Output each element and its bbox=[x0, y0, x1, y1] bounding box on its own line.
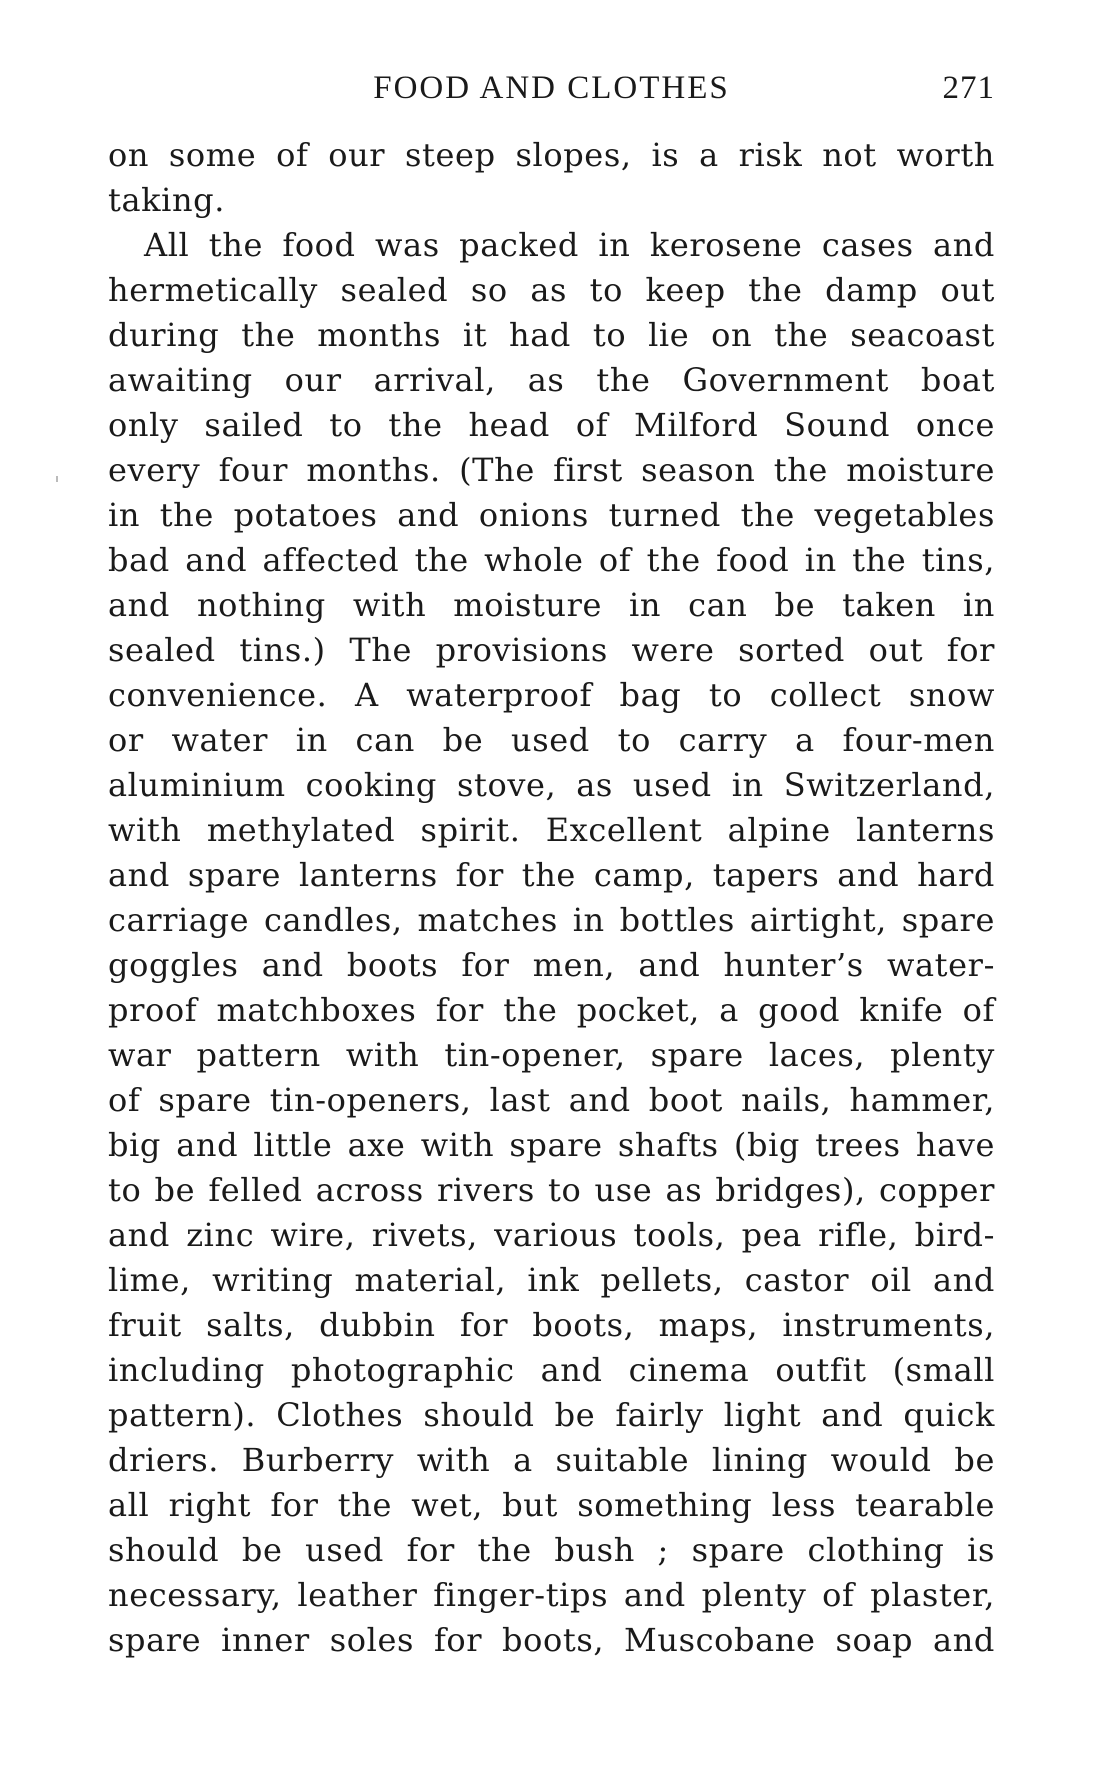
text-line: fruit salts, dubbin for boots, maps, instruments, bbox=[108, 1306, 995, 1344]
text-line: of spare tin-openers, last and boot nails, hammer, bbox=[108, 1081, 995, 1119]
text-line: goggles and boots for men, and hunter’s water- bbox=[108, 946, 995, 984]
text-line: awaiting our arrival, as the Government boat bbox=[108, 361, 995, 399]
text-line: pattern). Clothes should be fairly light and quick bbox=[108, 1396, 995, 1434]
text-line: spare inner soles for boots, Muscobane soap and bbox=[108, 1621, 995, 1659]
running-head-title: FOOD AND CLOTHES bbox=[373, 70, 730, 106]
text-line: proof matchboxes for the pocket, a good knife of bbox=[108, 991, 995, 1029]
text-line: every four months. (The first season the moisture bbox=[108, 451, 995, 489]
text-line: including photographic and cinema outfit (small bbox=[108, 1351, 995, 1389]
text-line: and zinc wire, rivets, various tools, pea rifle, bird- bbox=[108, 1216, 995, 1254]
text-line: All the food was packed in kerosene cases and bbox=[144, 226, 995, 264]
text-line: and nothing with moisture in can be taken in bbox=[108, 586, 995, 624]
text-line: big and little axe with spare shafts (big trees have bbox=[108, 1126, 995, 1164]
text-line: in the potatoes and onions turned the vegetables bbox=[108, 496, 995, 534]
text-line: only sailed to the head of Milford Sound once bbox=[108, 406, 995, 444]
running-head bbox=[108, 70, 995, 114]
text-line: should be used for the bush ; spare clothing is bbox=[108, 1531, 995, 1569]
text-line: or water in can be used to carry a four-men bbox=[108, 721, 995, 759]
text-line: convenience. A waterproof bag to collect snow bbox=[108, 676, 995, 714]
text-line: war pattern with tin-opener, spare laces, plenty bbox=[108, 1036, 995, 1074]
text-line: all right for the wet, but something less tearable bbox=[108, 1486, 995, 1524]
text-line: on some of our steep slopes, is a risk not worth bbox=[108, 136, 995, 174]
page-number: 271 bbox=[942, 70, 995, 106]
text-line: to be felled across rivers to use as bridges), copper bbox=[108, 1171, 995, 1209]
text-line: carriage candles, matches in bottles airtight, spare bbox=[108, 901, 995, 939]
text-line: lime, writing material, ink pellets, castor oil and bbox=[108, 1261, 995, 1299]
text-line: with methylated spirit. Excellent alpine lanterns bbox=[108, 811, 995, 849]
text-line: during the months it had to lie on the seacoast bbox=[108, 316, 995, 354]
text-line: aluminium cooking stove, as used in Switzerland, bbox=[108, 766, 995, 804]
text-line: necessary, leather finger-tips and plenty of plaster, bbox=[108, 1576, 995, 1614]
text-line: taking. bbox=[108, 181, 226, 219]
text-line: and spare lanterns for the camp, tapers and hard bbox=[108, 856, 995, 894]
text-line: bad and affected the whole of the food in the tins, bbox=[108, 541, 995, 579]
text-line: driers. Burberry with a suitable lining would be bbox=[108, 1441, 995, 1479]
margin-mark bbox=[56, 476, 58, 482]
text-line: sealed tins.) The provisions were sorted out for bbox=[108, 631, 995, 669]
body-text bbox=[108, 133, 995, 1663]
text-line: hermetically sealed so as to keep the damp out bbox=[108, 271, 995, 309]
